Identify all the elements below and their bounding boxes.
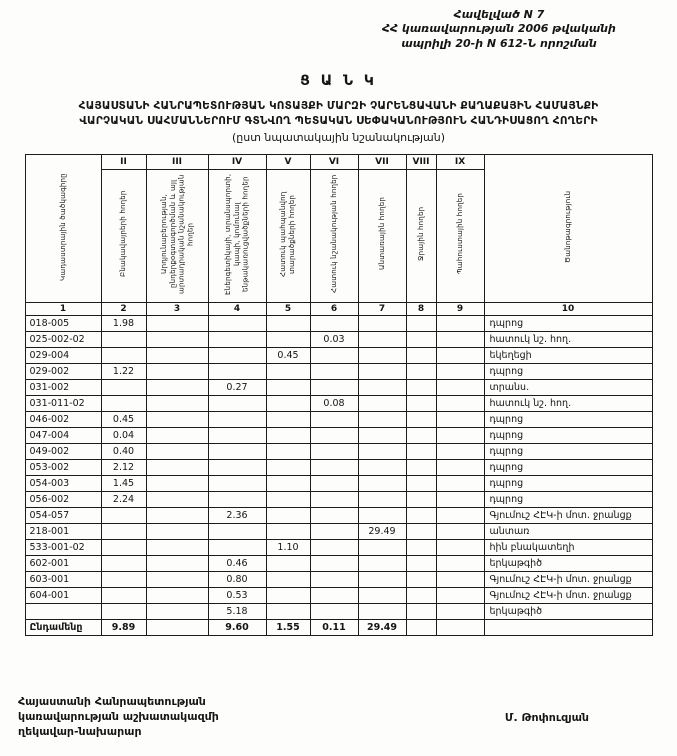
code-cell: 029-004	[25, 348, 101, 364]
colnum-5: 5	[266, 303, 310, 316]
value-cell	[208, 364, 266, 380]
value-cell	[266, 316, 310, 332]
value-cell	[101, 348, 146, 364]
value-cell	[358, 588, 406, 604]
value-cell	[310, 524, 358, 540]
value-cell: 0.45	[266, 348, 310, 364]
header-forest-lands	[358, 170, 406, 303]
note-cell: հատուկ նշ. հող.	[484, 332, 652, 348]
footer	[18, 695, 659, 740]
value-cell	[146, 460, 208, 476]
value-cell	[146, 556, 208, 572]
value-cell	[146, 476, 208, 492]
value-cell	[436, 556, 484, 572]
authority-line-1: Հայաստանի Հանրապետության	[18, 695, 206, 709]
note-cell: դպրոց	[484, 492, 652, 508]
roman-VII: VII	[358, 155, 406, 170]
authority-line-2: կառավարության աշխատակազմի	[18, 710, 219, 724]
code-cell: 049-002	[25, 444, 101, 460]
code-cell: Ընդամենը	[25, 620, 101, 636]
value-cell	[266, 412, 310, 428]
total-row	[25, 620, 652, 636]
value-cell	[310, 428, 358, 444]
roman-III: III	[146, 155, 208, 170]
value-cell	[310, 492, 358, 508]
value-cell	[146, 316, 208, 332]
table-row	[25, 492, 652, 508]
roman-IV: IV	[208, 155, 266, 170]
value-cell	[358, 316, 406, 332]
appendix-line-2: ՀՀ կառավարության 2006 թվականի	[382, 22, 616, 36]
value-cell	[406, 364, 436, 380]
value-cell: 1.22	[101, 364, 146, 380]
value-cell	[146, 332, 208, 348]
value-cell	[208, 316, 266, 332]
value-cell	[436, 460, 484, 476]
value-cell	[101, 332, 146, 348]
value-cell: 1.98	[101, 316, 146, 332]
value-cell	[266, 460, 310, 476]
value-cell	[436, 524, 484, 540]
table-row	[25, 588, 652, 604]
value-cell	[436, 396, 484, 412]
value-cell	[358, 508, 406, 524]
table-row	[25, 508, 652, 524]
value-cell	[266, 444, 310, 460]
table-row	[25, 412, 652, 428]
value-cell	[146, 588, 208, 604]
value-cell: 9.60	[208, 620, 266, 636]
note-cell: դպրոց	[484, 460, 652, 476]
header-reserve-lands	[436, 170, 484, 303]
header-energy-transport-lands	[208, 170, 266, 303]
value-cell	[146, 604, 208, 620]
table-row	[25, 524, 652, 540]
code-cell: 053-002	[25, 460, 101, 476]
header-industrial-lands-label: Արդյունաբերության, ընդերքօգտագործման և այլ արտադրական նշանակության հողեր	[159, 174, 194, 295]
note-cell: Գյումուշ ՀԷԿ-ի մոտ. ջրանցք	[484, 588, 652, 604]
code-cell: 602-001	[25, 556, 101, 572]
note-cell: երկաթգիծ	[484, 556, 652, 572]
title-block	[14, 73, 663, 144]
value-cell	[436, 412, 484, 428]
note-cell: դպրոց	[484, 444, 652, 460]
value-cell	[101, 540, 146, 556]
code-cell: 054-057	[25, 508, 101, 524]
value-cell	[436, 588, 484, 604]
authority-line-3: ղեկավար-նախարար	[18, 725, 142, 739]
value-cell	[310, 540, 358, 556]
value-cell	[310, 508, 358, 524]
value-cell	[406, 588, 436, 604]
table-row	[25, 364, 652, 380]
header-notes-label: Ծանոթագրություն	[563, 190, 572, 263]
value-cell	[406, 572, 436, 588]
header-cadastral-code	[25, 155, 101, 303]
value-cell	[146, 620, 208, 636]
note-cell: դպրոց	[484, 476, 652, 492]
value-cell	[146, 524, 208, 540]
header-protected-lands	[266, 170, 310, 303]
code-cell: 029-002	[25, 364, 101, 380]
value-cell: 0.45	[101, 412, 146, 428]
value-cell	[358, 556, 406, 572]
value-cell	[146, 540, 208, 556]
value-cell	[146, 412, 208, 428]
value-cell	[146, 380, 208, 396]
value-cell	[208, 412, 266, 428]
header-industrial-lands	[146, 170, 208, 303]
value-cell: 0.08	[310, 396, 358, 412]
value-cell	[208, 348, 266, 364]
header-reserve-lands-label: Պահուստային հողեր	[455, 193, 464, 275]
value-cell	[406, 524, 436, 540]
roman-II: II	[101, 155, 146, 170]
value-cell	[310, 556, 358, 572]
colnum-4: 4	[208, 303, 266, 316]
value-cell	[266, 332, 310, 348]
table-row	[25, 572, 652, 588]
value-cell	[406, 316, 436, 332]
value-cell	[101, 396, 146, 412]
column-number-row	[25, 303, 652, 316]
header-settlement-lands	[101, 170, 146, 303]
roman-VI: VI	[310, 155, 358, 170]
value-cell	[310, 348, 358, 364]
value-cell	[406, 460, 436, 476]
value-cell: 2.24	[101, 492, 146, 508]
header-special-purpose-lands-label: Հատուկ նշանակության հողեր	[329, 175, 338, 294]
value-cell	[146, 572, 208, 588]
value-cell	[406, 412, 436, 428]
value-cell	[310, 444, 358, 460]
table-row	[25, 444, 652, 460]
note-cell: դպրոց	[484, 412, 652, 428]
issuing-authority-block	[18, 695, 219, 740]
colnum-6: 6	[310, 303, 358, 316]
value-cell	[406, 604, 436, 620]
value-cell	[358, 460, 406, 476]
appendix-block	[359, 8, 639, 51]
value-cell	[310, 460, 358, 476]
land-categories-table	[25, 154, 653, 636]
code-cell: 218-001	[25, 524, 101, 540]
value-cell	[358, 348, 406, 364]
title-line-2: ՎԱՐՉԱԿԱՆ ՍԱՀՄԱՆՆԵՐՈՒՄ ԳՏՆՎՈՂ ՊԵՏԱԿԱՆ ՍԵՓԱԿԱՆՈՒԹՅՈՒՆ ՀԱՆԴԻՍԱՑՈՂ ՀՈՂԵՐԻ	[79, 115, 598, 128]
value-cell	[146, 348, 208, 364]
colnum-1: 1	[25, 303, 101, 316]
header-cadastral-code-label: Կադաստրային ծածկագիրը	[58, 172, 67, 281]
value-cell	[406, 620, 436, 636]
appendix-line-1: Հավելված N 7	[453, 8, 545, 21]
value-cell	[266, 380, 310, 396]
value-cell: 29.49	[358, 620, 406, 636]
value-cell	[358, 396, 406, 412]
note-cell: եկեղեցի	[484, 348, 652, 364]
table-row	[25, 396, 652, 412]
table-row	[25, 428, 652, 444]
value-cell	[208, 460, 266, 476]
value-cell	[208, 476, 266, 492]
value-cell	[358, 380, 406, 396]
value-cell	[436, 364, 484, 380]
value-cell: 1.45	[101, 476, 146, 492]
colnum-8: 8	[406, 303, 436, 316]
header-water-lands	[406, 170, 436, 303]
code-cell: 604-001	[25, 588, 101, 604]
value-cell	[208, 332, 266, 348]
value-cell	[358, 364, 406, 380]
value-cell	[436, 620, 484, 636]
table-row	[25, 316, 652, 332]
value-cell	[101, 380, 146, 396]
value-cell	[101, 556, 146, 572]
value-cell: 0.53	[208, 588, 266, 604]
value-cell: 29.49	[358, 524, 406, 540]
value-cell	[406, 508, 436, 524]
value-cell	[266, 524, 310, 540]
value-cell	[358, 476, 406, 492]
value-cell: 1.55	[266, 620, 310, 636]
header-settlement-lands-label: Բնակավայրերի հողեր	[119, 191, 128, 278]
appendix-line-3: ապրիլի 20-ի N 612-Ն որոշման	[401, 36, 597, 50]
code-cell: 025-002-02	[25, 332, 101, 348]
note-cell: դպրոց	[484, 428, 652, 444]
value-cell: 2.36	[208, 508, 266, 524]
code-cell: 031-011-02	[25, 396, 101, 412]
title-subtitle: (ըստ նպատակային նշանակության)	[231, 131, 446, 145]
value-cell	[266, 508, 310, 524]
value-cell	[208, 444, 266, 460]
value-cell	[310, 364, 358, 380]
code-cell: 533-001-02	[25, 540, 101, 556]
value-cell	[101, 588, 146, 604]
note-cell: դպրոց	[484, 364, 652, 380]
value-cell	[406, 380, 436, 396]
value-cell	[146, 508, 208, 524]
value-cell	[358, 572, 406, 588]
value-cell: 1.10	[266, 540, 310, 556]
title-line-1: ՀԱՅԱՍՏԱՆԻ ՀԱՆՐԱՊԵՏՈՒԹՅԱՆ ԿՈՏԱՅՔԻ ՄԱՐԶԻ ՉԱՐԵՆՑԱՎԱՆԻ ՔԱՂԱՔԱՅԻՆ ՀԱՄԱՅՆՔԻ	[78, 99, 599, 112]
value-cell	[208, 492, 266, 508]
value-cell: 9.89	[101, 620, 146, 636]
header-protected-lands-label: Հատուկ պահպանվող տարածքների հողեր	[279, 191, 296, 278]
value-cell	[406, 556, 436, 572]
value-cell	[436, 428, 484, 444]
value-cell	[358, 540, 406, 556]
roman-V: V	[266, 155, 310, 170]
table-row	[25, 460, 652, 476]
code-cell: 603-001	[25, 572, 101, 588]
note-cell: Գյումուշ ՀԷԿ-ի մոտ. ջրանցք	[484, 508, 652, 524]
code-cell: 047-004	[25, 428, 101, 444]
colnum-2: 2	[101, 303, 146, 316]
value-cell: 5.18	[208, 604, 266, 620]
note-cell: Գյումուշ ՀԷԿ-ի մոտ. ջրանցք	[484, 572, 652, 588]
value-cell	[266, 604, 310, 620]
code-cell: 031-002	[25, 380, 101, 396]
value-cell: 0.40	[101, 444, 146, 460]
value-cell	[208, 396, 266, 412]
value-cell	[358, 492, 406, 508]
code-cell: 056-002	[25, 492, 101, 508]
value-cell	[266, 572, 310, 588]
value-cell	[101, 604, 146, 620]
value-cell	[266, 364, 310, 380]
note-cell	[484, 620, 652, 636]
header-special-purpose-lands	[310, 170, 358, 303]
value-cell: 0.04	[101, 428, 146, 444]
table-row	[25, 332, 652, 348]
value-cell	[406, 444, 436, 460]
note-cell: երկաթգիծ	[484, 604, 652, 620]
value-cell	[406, 396, 436, 412]
value-cell	[436, 332, 484, 348]
value-cell: 0.27	[208, 380, 266, 396]
code-cell: 018-005	[25, 316, 101, 332]
table-row	[25, 476, 652, 492]
table-row	[25, 348, 652, 364]
value-cell	[406, 540, 436, 556]
value-cell	[101, 524, 146, 540]
value-cell	[310, 412, 358, 428]
value-cell	[266, 476, 310, 492]
value-cell	[266, 396, 310, 412]
value-cell	[266, 588, 310, 604]
table-row	[25, 604, 652, 620]
value-cell	[436, 444, 484, 460]
table-row	[25, 380, 652, 396]
table-row	[25, 540, 652, 556]
value-cell: 2.12	[101, 460, 146, 476]
value-cell	[146, 364, 208, 380]
value-cell: 0.80	[208, 572, 266, 588]
value-cell	[358, 604, 406, 620]
value-cell	[146, 492, 208, 508]
value-cell	[436, 540, 484, 556]
value-cell	[146, 396, 208, 412]
value-cell	[101, 572, 146, 588]
header-water-lands-label: Ջրային հողեր	[416, 207, 425, 262]
header-notes	[484, 155, 652, 303]
note-cell: հին բնակատեղի	[484, 540, 652, 556]
value-cell	[436, 380, 484, 396]
value-cell	[406, 476, 436, 492]
roman-VIII: VIII	[406, 155, 436, 170]
value-cell	[310, 380, 358, 396]
table-header	[25, 155, 652, 316]
code-cell: 046-002	[25, 412, 101, 428]
colnum-9: 9	[436, 303, 484, 316]
value-cell	[406, 348, 436, 364]
value-cell	[436, 492, 484, 508]
value-cell	[358, 428, 406, 444]
value-cell: 0.03	[310, 332, 358, 348]
value-cell	[358, 332, 406, 348]
roman-IX: IX	[436, 155, 484, 170]
note-cell: տրանս.	[484, 380, 652, 396]
value-cell	[406, 428, 436, 444]
value-cell	[310, 316, 358, 332]
value-cell: 0.11	[310, 620, 358, 636]
value-cell	[101, 508, 146, 524]
note-cell: դպրոց	[484, 316, 652, 332]
value-cell	[310, 572, 358, 588]
header-energy-transport-lands-label: Էներգետիկայի, տրանսպորտի, կապի, կոմունալ ենթակառուցվածքների հողեր	[223, 173, 250, 295]
value-cell	[310, 604, 358, 620]
signature-name: Մ. Թոփուզյան	[504, 711, 589, 725]
value-cell	[208, 428, 266, 444]
value-cell	[436, 604, 484, 620]
value-cell: 0.46	[208, 556, 266, 572]
colnum-10: 10	[484, 303, 652, 316]
colnum-3: 3	[146, 303, 208, 316]
roman-numeral-row	[25, 155, 652, 170]
value-cell	[436, 316, 484, 332]
document-heading: Ց Ա Ն Կ	[300, 72, 377, 89]
value-cell	[310, 476, 358, 492]
value-cell	[208, 524, 266, 540]
value-cell	[266, 492, 310, 508]
value-cell	[406, 332, 436, 348]
value-cell	[146, 428, 208, 444]
value-cell	[266, 428, 310, 444]
colnum-7: 7	[358, 303, 406, 316]
table-body	[25, 316, 652, 636]
value-cell	[406, 492, 436, 508]
note-cell: անտառ	[484, 524, 652, 540]
header-forest-lands-label: Անտառային հողեր	[377, 197, 386, 271]
value-cell	[358, 444, 406, 460]
value-cell	[208, 540, 266, 556]
note-cell: հատուկ նշ. հող.	[484, 396, 652, 412]
value-cell	[436, 476, 484, 492]
value-cell	[436, 348, 484, 364]
code-cell: 054-003	[25, 476, 101, 492]
value-cell	[358, 412, 406, 428]
value-cell	[310, 588, 358, 604]
code-cell	[25, 604, 101, 620]
value-cell	[266, 556, 310, 572]
value-cell	[436, 508, 484, 524]
table-row	[25, 556, 652, 572]
value-cell	[146, 444, 208, 460]
value-cell	[436, 572, 484, 588]
